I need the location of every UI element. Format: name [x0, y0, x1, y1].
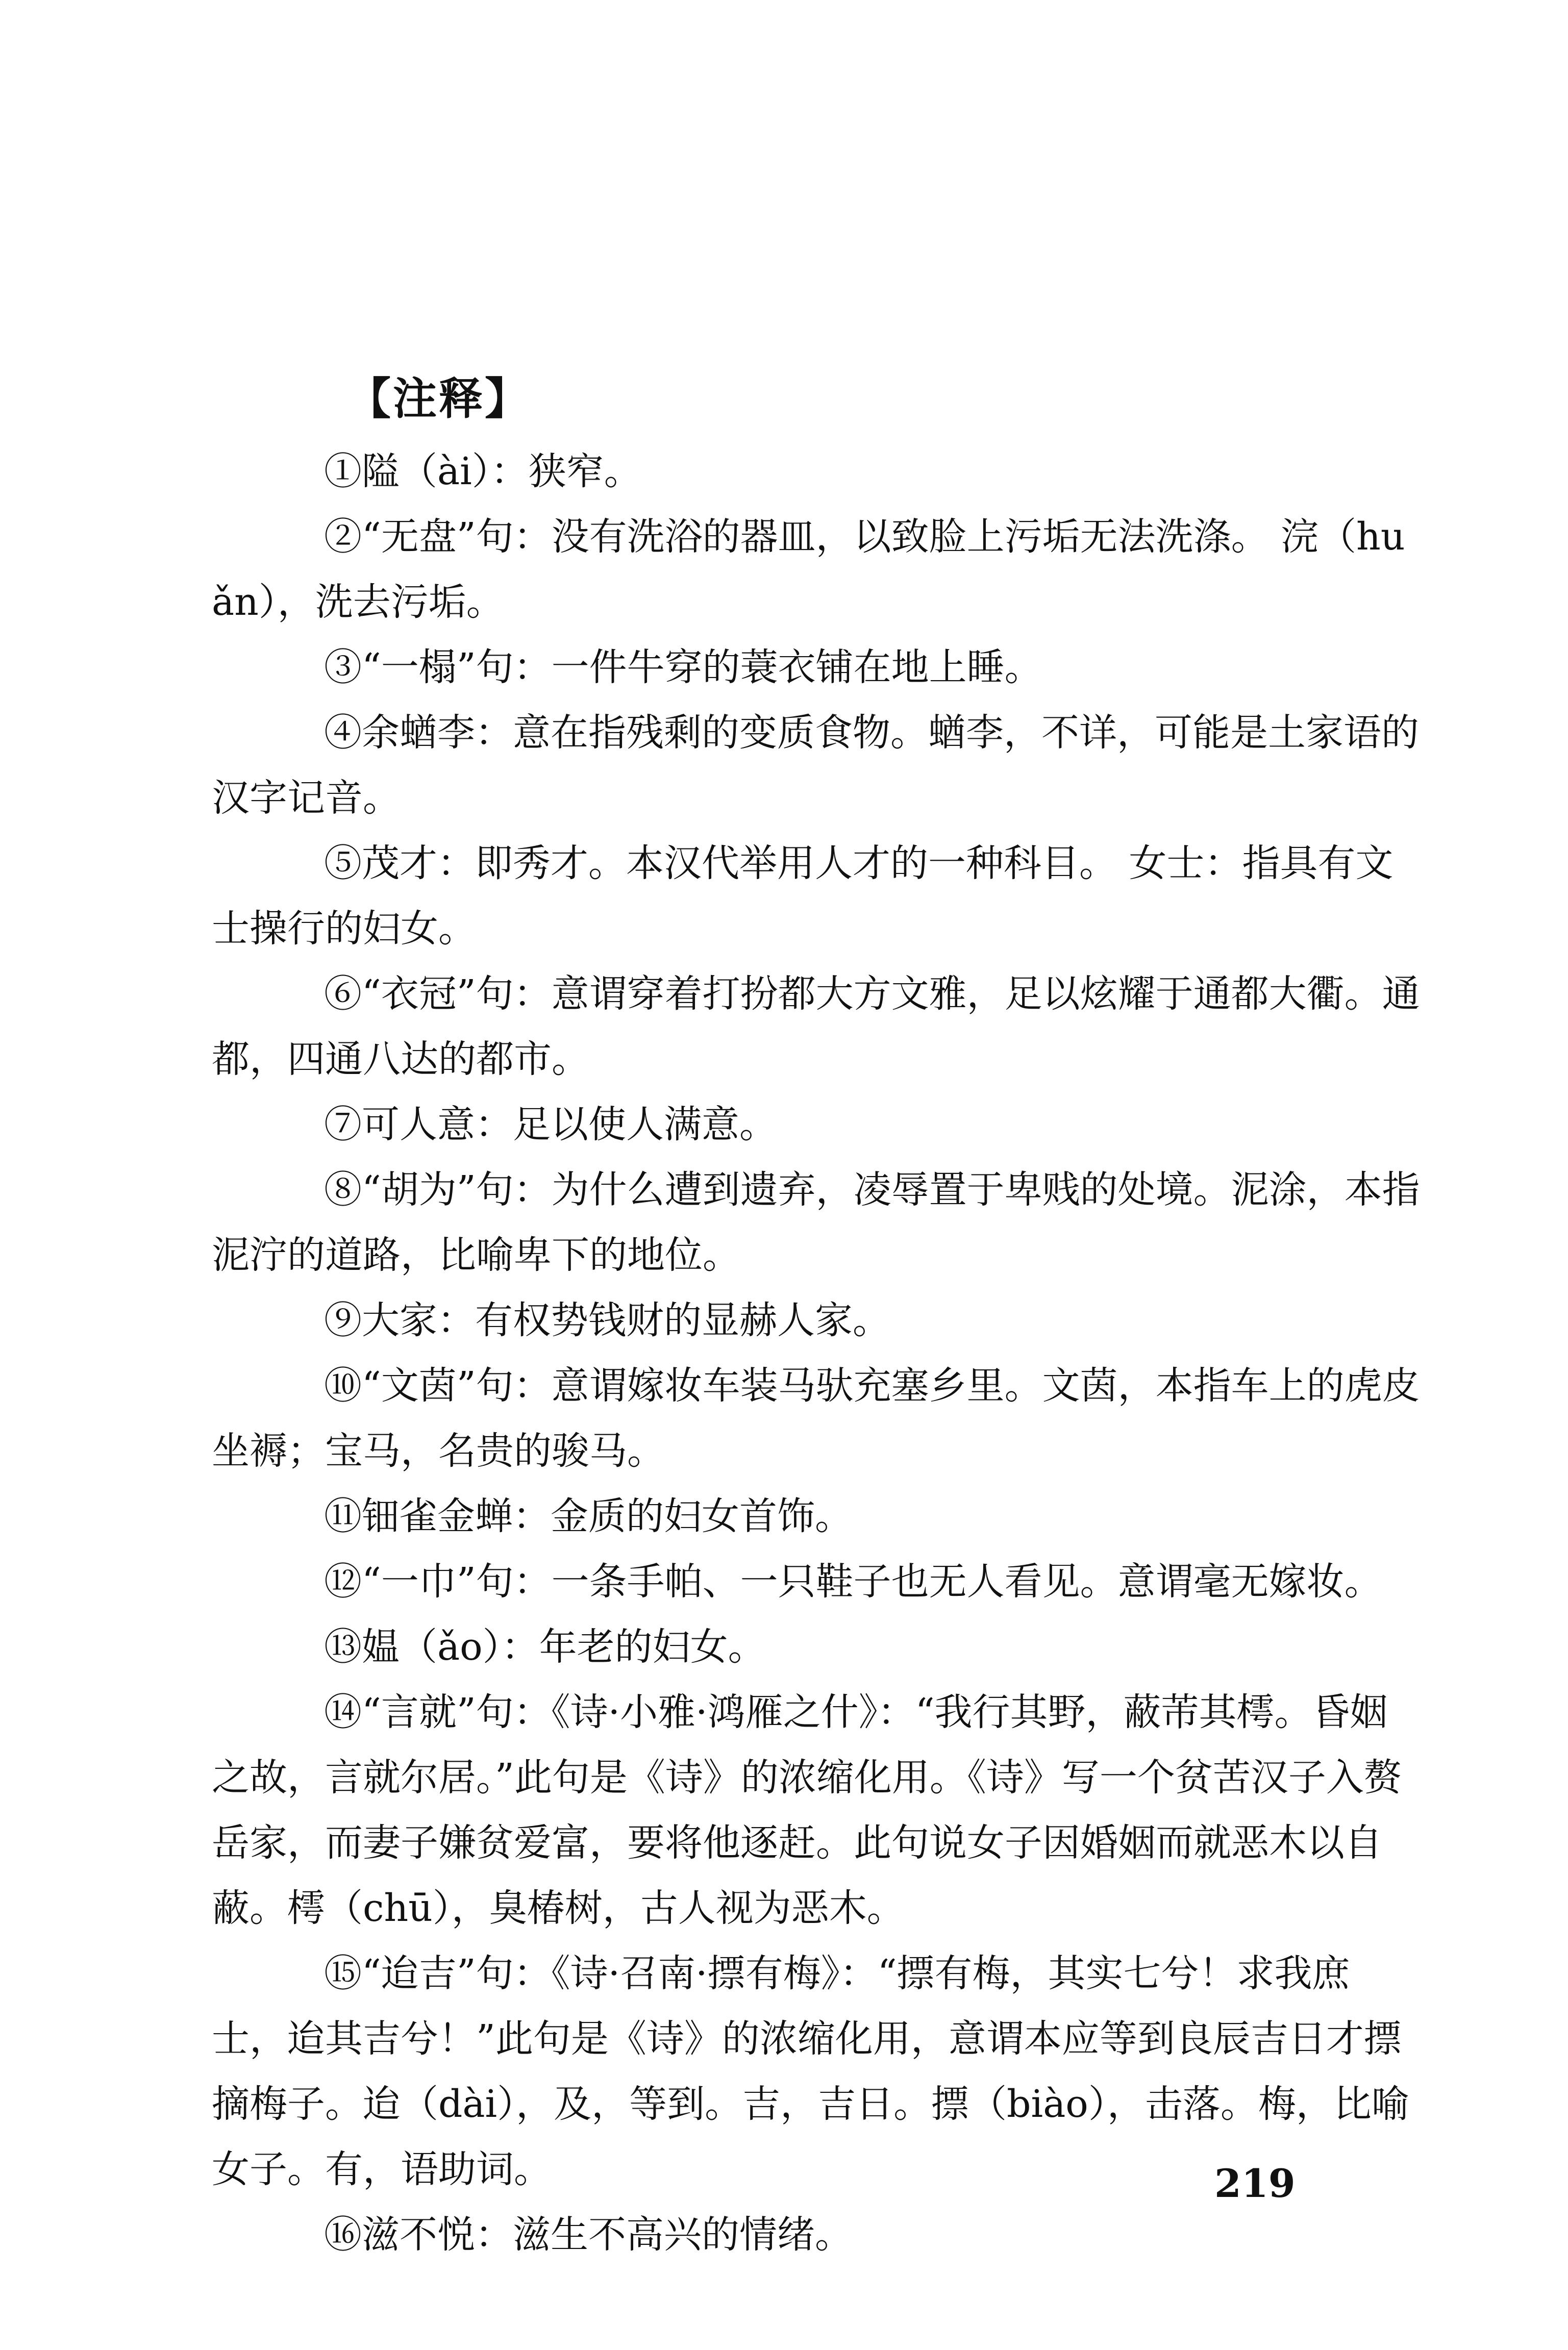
note-item: ⑦可人意：足以使人满意。 [324, 1103, 777, 1146]
note-item: ②“无盘”句：没有洗浴的器皿，以致脸上污垢无法洗涤。 浣（huǎn），洗去污垢。 [212, 515, 1405, 624]
notes-heading: 【注释】 [347, 373, 531, 424]
note-item: ⑯滋不悦：滋生不高兴的情绪。 [324, 2213, 853, 2257]
note-item: ①隘（ài）：狭窄。 [324, 449, 642, 493]
note-item: ④余蝤李：意在指残剩的变质食物。蝤李，不详，可能是土家语的汉字记音。 [212, 711, 1419, 820]
notes-list [212, 439, 1421, 2267]
note-item: ③“一榻”句：一件牛穿的蓑衣铺在地上睡。 [324, 645, 1042, 689]
note-item: ⑨大家：有权势钱财的显赫人家。 [324, 1298, 890, 1342]
note-item: ⑧“胡为”句：为什么遭到遗弃，凌辱置于卑贱的处境。泥涂，本指泥泞的道路，比喻卑下的地位。 [212, 1168, 1420, 1277]
note-item: ⑩“文茵”句：意谓嫁妆车装马驮充塞乡里。文茵，本指车上的虎皮坐褥；宝马，名贵的骏马。 [212, 1364, 1420, 1473]
note-item: ⑬媪（ǎo）：年老的妇女。 [324, 1625, 766, 1669]
page-number: 219 [1214, 2161, 1296, 2206]
note-item: ⑤茂才：即秀才。本汉代举用人才的一种科目。 女士：指具有文士操行的妇女。 [212, 841, 1393, 951]
note-item: ⑪钿雀金蝉：金质的妇女首饰。 [324, 1494, 853, 1538]
note-item: ⑥“衣冠”句：意谓穿着打扮都大方文雅，足以炫耀于通都大衢。通都，四通八达的都市。 [212, 972, 1420, 1081]
note-item: ⑭“言就”句：《诗·小雅·鸿雁之什》：“我行其野，蔽芾其樗。昏姻之故，言就尔居。”此句是《诗》的浓缩化用。《诗》写一个贫苦汉子入赘岳家，而妻子嫌贫爱富，要将他逐赶。此句说女子因婚姻而就恶木以自蔽。樗（chū），臭椿树，古人视为恶木。 [212, 1690, 1402, 1930]
note-item: ⑮“迨吉”句：《诗·召南·摽有梅》：“摽有梅，其实七兮！求我庶士，迨其吉兮！”此句是《诗》的浓缩化用，意谓本应等到良辰吉日才摽摘梅子。迨（dài），及，等到。吉，吉日。摽（biào），击落。梅，比喻女子。有，语助词。 [212, 1952, 1409, 2191]
note-item: ⑫“一巾”句：一条手帕、一只鞋子也无人看见。意谓毫无嫁妆。 [324, 1560, 1382, 1604]
